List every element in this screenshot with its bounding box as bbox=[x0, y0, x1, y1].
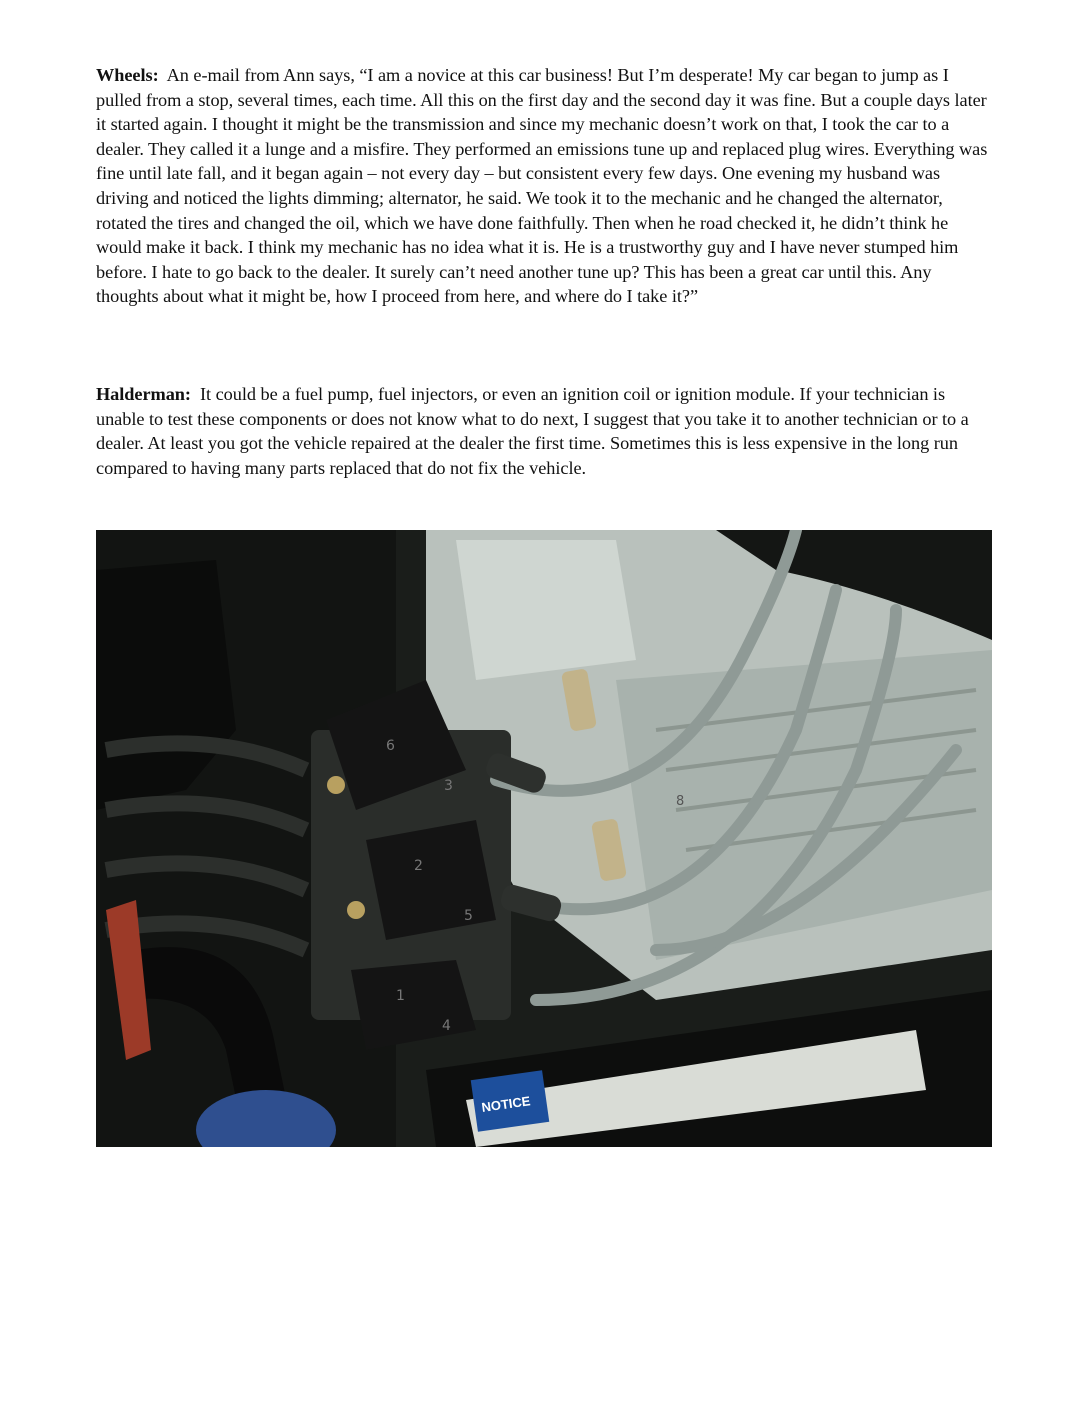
wire-number-8: 8 bbox=[676, 794, 685, 809]
notice-label: NOTICE bbox=[480, 1093, 532, 1115]
paragraph-wheels bbox=[96, 63, 996, 309]
coil-number-2: 2 bbox=[414, 858, 423, 874]
coil-number-5: 5 bbox=[464, 908, 473, 924]
speaker-wheels: Wheels: bbox=[96, 65, 159, 85]
coil-number-3: 3 bbox=[444, 778, 453, 794]
coil-number-1: 1 bbox=[396, 988, 405, 1004]
engine-coil-photo bbox=[96, 530, 992, 1147]
coil-number-4: 4 bbox=[442, 1018, 451, 1034]
paragraph-halderman-text: It could be a fuel pump, fuel injectors, or even an ignition coil or ignition module. If your technician is unable to test these components or does not know what to do next, I suggest that you take it to another technician or to a dealer. At least you got the vehicle repaired at the dealer the first time. Sometimes this is less expensive in the long run compared to having many parts replaced that do not fix the vehicle. bbox=[96, 384, 969, 478]
engine-photo-illustration bbox=[96, 530, 992, 1147]
paragraph-halderman bbox=[96, 382, 996, 480]
coil-pack bbox=[311, 680, 511, 1050]
speaker-halderman: Halderman: bbox=[96, 384, 191, 404]
coil-number-6: 6 bbox=[386, 738, 395, 754]
paragraph-wheels-text: An e-mail from Ann says, “I am a novice at this car business! But I’m desperate! My car began to jump as I pulled from a stop, several times, each time. All this on the first day and the second day it was fine. But a couple days later it started again. I thought it might be the transmission and since my mechanic doesn’t work on that, I took the car to a dealer. They called it a lunge and a misfire. They performed an emissions tune up and replaced plug wires. Everything was fine until late fall, and it began again – not every day – but consistent every few days. One evening my husband was driving and noticed the lights dimming; alternator, he said. We took it to the mechanic and he changed the alternator, rotated the tires and changed the oil, which we have done faithfully. Then when he road checked it, he didn’t think he would make it back. I think my mechanic has no idea what it is. He is a trustworthy guy and I have never stumped him before. I hate to go back to the dealer. It surely can’t need another tune up? This has been a great car until this. Any thoughts about what it might be, how I proceed from here, and where do I take it?” bbox=[96, 65, 988, 307]
